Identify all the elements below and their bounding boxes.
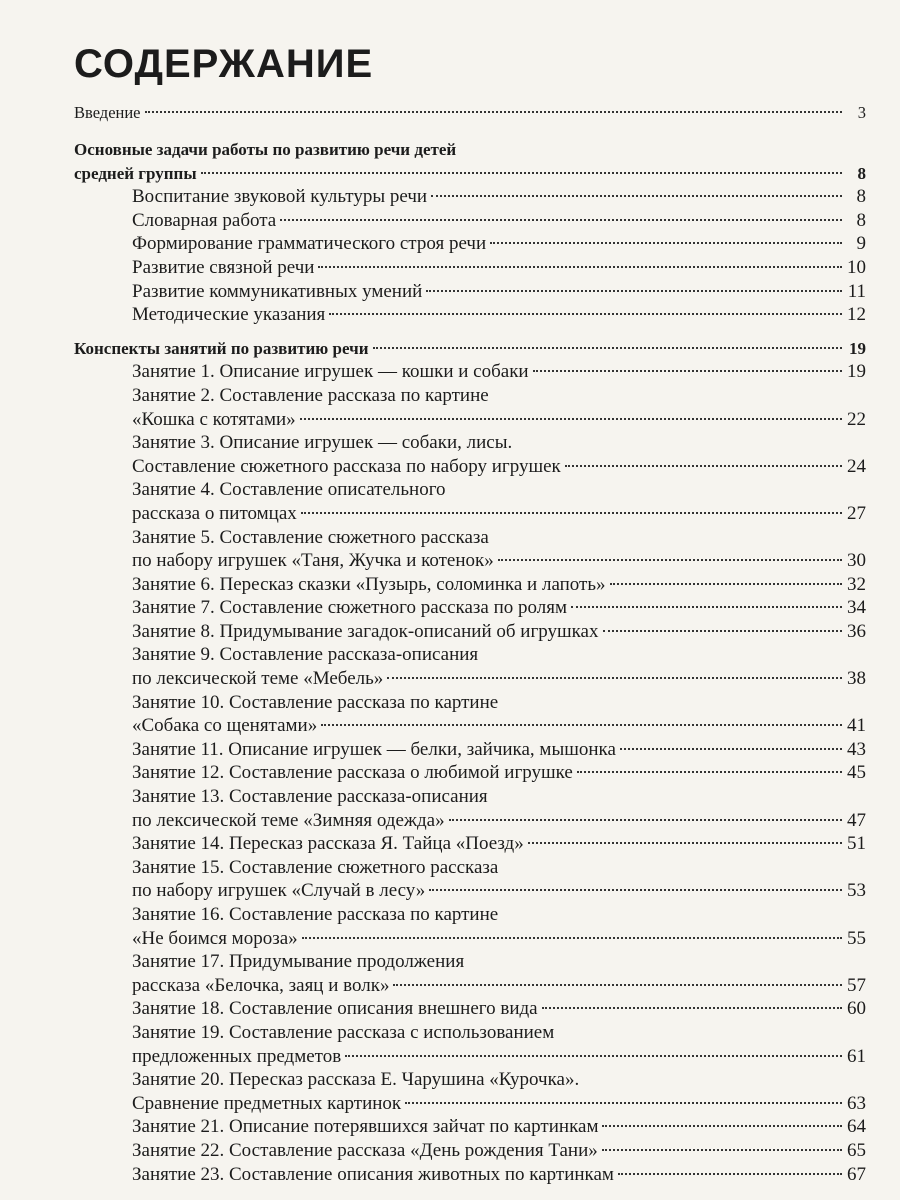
toc-entry-title: Введение [74,103,141,122]
toc-entry-title: Занятие 16. Составление рассказа по картине [132,904,499,925]
table-of-contents [74,100,866,1186]
toc-entry-title: Занятие 3. Описание игрушек — собаки, лисы. [132,432,513,454]
page-title: СОДЕРЖАНИЕ [74,42,374,86]
toc-entry-title: по набору игрушек «Случай в лесу» [132,880,426,902]
toc-entry-title: Развитие коммуникативных умений [132,280,423,302]
toc-entry-title: по набору игрушек «Таня, Жучка и котенок» [132,550,494,572]
toc-page-number: 60 [847,998,866,1020]
toc-entry[interactable] [74,691,866,715]
toc-entry-title: Занятие 14. Пересказ рассказа Я. Тайца «Поезд» [132,833,524,855]
toc-page-number: 45 [847,762,866,784]
toc-entry-title: Занятие 11. Описание игрушек — белки, зайчика, мышонка [132,738,616,760]
toc-entry-title: Занятие 21. Описание потерявшихся зайчат по картинкам [132,1116,599,1138]
toc-page-number: 38 [847,668,866,690]
toc-entry[interactable] [74,714,866,738]
toc-entry-title: Развитие связной речи [132,256,315,278]
toc-page-number: 11 [847,280,866,302]
toc-entry-title: по лексической теме «Мебель» [132,668,384,690]
toc-entry[interactable] [74,832,866,856]
toc-entry[interactable] [74,620,866,644]
toc-entry-title: Занятие 17. Придумывание продолжения [132,951,465,973]
toc-entry[interactable] [74,431,866,455]
dot-leader [571,606,842,608]
toc-entry[interactable] [74,502,866,526]
toc-entry-title: Занятие 6. Пересказ сказки «Пузырь, соломинка и лапоть» [132,573,606,595]
toc-entry[interactable] [74,1092,866,1116]
toc-page-number: 55 [847,927,866,949]
toc-entry[interactable] [74,1021,866,1045]
toc-entry[interactable] [74,927,866,951]
toc-entry-title: Составление сюжетного рассказа по набору игрушек [132,455,561,477]
toc-entry[interactable] [74,785,866,809]
toc-entry[interactable] [74,408,866,432]
toc-entry-title: рассказа «Белочка, заяц и волк» [132,974,390,996]
toc-page-number: 30 [847,550,866,572]
toc-entry[interactable] [74,596,866,620]
toc-entry-title: Формирование грамматического строя речи [132,233,487,255]
toc-page-number: 36 [847,620,866,642]
toc-page-number: 61 [847,1045,866,1067]
dot-leader [577,771,842,773]
dot-leader [201,172,842,174]
toc-page-number: 57 [847,974,866,996]
dot-leader [145,111,842,113]
toc-page-number: 12 [847,304,866,326]
dot-leader [602,1149,842,1151]
dot-leader [318,266,842,268]
toc-page-number: 19 [849,338,866,358]
dot-leader [373,347,843,349]
toc-entry[interactable] [74,100,866,126]
toc-entry[interactable] [74,1068,866,1092]
toc-entry[interactable] [74,738,866,762]
toc-entry-title: Занятие 5. Составление сюжетного рассказа [132,526,489,548]
toc-spacer [74,327,866,337]
toc-entry-title: предложенных предметов [132,1045,342,1067]
toc-entry[interactable] [74,950,866,974]
dot-leader [393,984,842,986]
toc-page-number: 3 [857,103,866,122]
toc-entry[interactable] [74,280,866,304]
toc-page-number: 8 [856,209,866,231]
toc-entry-title: Занятие 2. Составление рассказа по картине [132,384,489,406]
toc-page-number: 67 [847,1163,866,1185]
toc-entry[interactable] [74,1045,866,1069]
toc-page-number: 53 [847,880,866,902]
toc-entry-title: Конспекты занятий по развитию речи [74,338,369,358]
toc-entry[interactable] [74,138,866,162]
toc-entry-title: Занятие 12. Составление рассказа о любимой игрушке [132,762,573,784]
toc-entry[interactable] [74,573,866,597]
toc-entry[interactable] [74,667,866,691]
toc-entry-title: Занятие 23. Составление описания животных по картинкам [132,1163,614,1185]
toc-entry[interactable] [74,303,866,327]
toc-entry-title: «Кошка с котятами» [132,408,296,430]
toc-page-number: 51 [847,833,866,855]
toc-page-number: 63 [847,1092,866,1114]
toc-entry-title: Занятие 10. Составление рассказа по картине [132,691,499,713]
dot-leader [620,748,842,750]
toc-entry-title: Методические указания [132,304,326,326]
toc-page-number: 64 [847,1116,866,1138]
dot-leader [300,418,842,420]
toc-entry-title: Занятие 18. Составление описания внешнего вида [132,998,538,1020]
toc-entry[interactable] [74,643,866,667]
toc-page-number: 32 [847,573,866,595]
toc-entry-title: средней группы [74,163,197,183]
dot-leader [280,219,842,221]
toc-entry-title: Сравнение предметных картинок [132,1092,402,1114]
dot-leader [565,465,842,467]
toc-entry[interactable] [74,360,866,384]
toc-entry-title: рассказа о питомцах [132,502,297,524]
toc-entry[interactable] [74,549,866,573]
toc-page-number: 8 [856,186,866,208]
dot-leader [449,819,842,821]
toc-entry-title: Воспитание звуковой культуры речи [132,186,428,208]
dot-leader [387,677,842,679]
toc-page-number: 8 [857,163,866,183]
dot-leader [429,889,842,891]
dot-leader [602,1125,842,1127]
dot-leader [610,583,842,585]
toc-entry[interactable] [74,455,866,479]
dot-leader [533,370,842,372]
toc-page-number: 9 [856,233,866,255]
dot-leader [426,290,842,292]
toc-entry-title: Занятие 19. Составление рассказа с использованием [132,1021,555,1043]
toc-entry-title: Основные задачи работы по развитию речи детей [74,140,457,159]
toc-entry-title: Занятие 9. Составление рассказа-описания [132,644,479,666]
dot-leader [302,937,842,939]
toc-page-number: 24 [847,455,866,477]
toc-entry[interactable] [74,384,866,408]
toc-entry-title: Занятие 7. Составление сюжетного рассказа по ролям [132,597,567,619]
dot-leader [329,313,842,315]
toc-entry[interactable] [74,974,866,998]
toc-page-number: 19 [847,361,866,383]
toc-entry[interactable] [74,809,866,833]
toc-entry-title: Словарная работа [132,209,277,231]
toc-entry-title: «Собака со щенятами» [132,715,318,737]
dot-leader [321,724,842,726]
toc-entry[interactable] [74,256,866,280]
toc-page-number: 65 [847,1139,866,1161]
toc-page-number: 43 [847,738,866,760]
dot-leader [301,512,842,514]
toc-page-number: 47 [847,809,866,831]
toc-entry[interactable] [74,856,866,880]
dot-leader [498,559,842,561]
dot-leader [490,242,842,244]
toc-entry[interactable] [74,997,866,1021]
dot-leader [431,195,842,197]
dot-leader [405,1102,842,1104]
toc-entry[interactable] [74,1139,866,1163]
toc-entry-title: Занятие 20. Пересказ рассказа Е. Чарушина «Курочка». [132,1069,580,1091]
dot-leader [542,1007,842,1009]
toc-entry[interactable] [74,337,866,361]
toc-entry-title: Занятие 4. Составление описательного [132,479,446,501]
toc-entry[interactable] [74,162,866,186]
toc-entry-title: Занятие 22. Составление рассказа «День рождения Тани» [132,1139,598,1161]
toc-page-number: 10 [847,256,866,278]
toc-entry[interactable] [74,879,866,903]
toc-entry[interactable] [74,761,866,785]
toc-page-number: 41 [847,715,866,737]
toc-entry[interactable] [74,903,866,927]
toc-page-number: 27 [847,502,866,524]
toc-entry-title: по лексической теме «Зимняя одежда» [132,809,445,831]
toc-entry-title: Занятие 8. Придумывание загадок-описаний об игрушках [132,620,599,642]
dot-leader [345,1055,842,1057]
dot-leader [603,630,843,632]
dot-leader [618,1173,842,1175]
dot-leader [528,842,842,844]
toc-entry-title: Занятие 13. Составление рассказа-описания [132,786,488,808]
toc-entry[interactable] [74,526,866,550]
toc-entry-title: Занятие 15. Составление сюжетного рассказа [132,856,499,878]
toc-entry[interactable] [74,232,866,256]
toc-entry[interactable] [74,1115,866,1139]
toc-entry[interactable] [74,1163,866,1187]
toc-page-number: 34 [847,597,866,619]
toc-entry[interactable] [74,478,866,502]
toc-entry-title: «Не боимся мороза» [132,927,298,949]
toc-spacer [74,126,866,138]
toc-page-number: 22 [847,408,866,430]
toc-entry-title: Занятие 1. Описание игрушек — кошки и собаки [132,361,529,383]
toc-entry[interactable] [74,185,866,209]
toc-entry[interactable] [74,209,866,233]
